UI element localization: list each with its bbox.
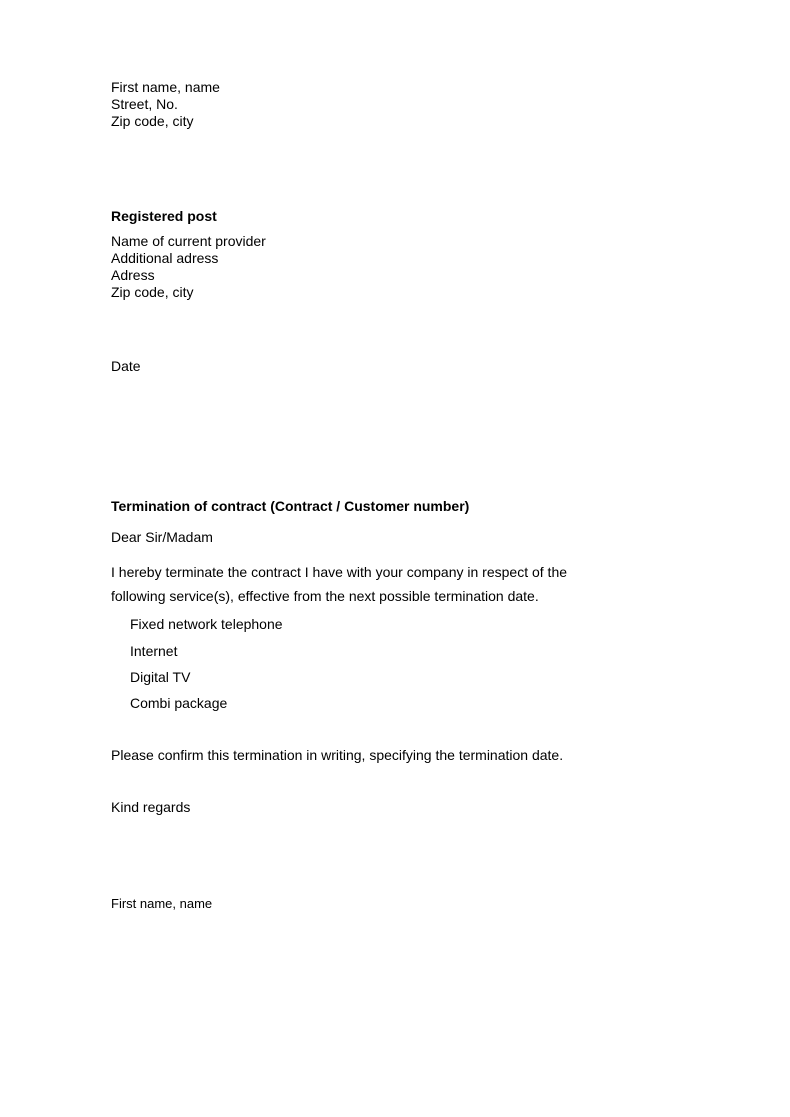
closing: Kind regards: [111, 799, 191, 815]
subject-line: Termination of contract (Contract / Customer number): [111, 498, 470, 514]
recipient-city: Zip code, city: [111, 284, 194, 300]
confirmation-text: Please confirm this termination in writing, specifying the termination date.: [111, 747, 564, 763]
service-item: Fixed network telephone: [130, 616, 283, 632]
sender-name: First name, name: [111, 79, 220, 95]
recipient-provider: Name of current provider: [111, 233, 266, 249]
recipient-additional-address: Additional adress: [111, 250, 219, 266]
delivery-method: Registered post: [111, 208, 217, 224]
body-line-2: following service(s), effective from the next possible termination date.: [111, 588, 539, 604]
signature-name: First name, name: [111, 896, 213, 911]
date-label: Date: [111, 358, 141, 374]
sender-city: Zip code, city: [111, 113, 194, 129]
service-item: Digital TV: [130, 669, 191, 685]
recipient-address: Adress: [111, 267, 155, 283]
service-item: Internet: [130, 643, 178, 659]
service-item: Combi package: [130, 695, 228, 711]
salutation: Dear Sir/Madam: [111, 529, 213, 545]
body-line-1: I hereby terminate the contract I have with your company in respect of the: [111, 564, 568, 580]
sender-street: Street, No.: [111, 96, 178, 112]
